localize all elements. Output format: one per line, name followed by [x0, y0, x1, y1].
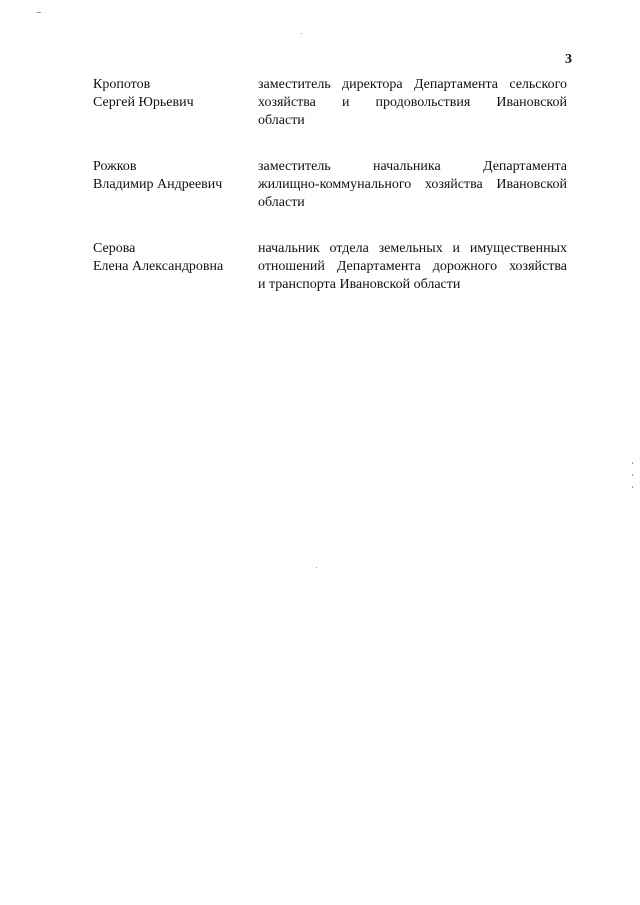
- member-entry: [93, 240, 567, 294]
- position-line: области: [258, 195, 305, 210]
- member-given-names: Владимир Андреевич: [93, 177, 223, 192]
- scan-artifact: [301, 33, 302, 34]
- position-line: заместитель начальника Департамента: [258, 159, 567, 174]
- member-entry: [93, 76, 567, 130]
- scan-artifact: [37, 12, 41, 13]
- member-name: [93, 240, 258, 276]
- member-position: [258, 158, 567, 212]
- position-line: отношений Департамента дорожного хозяйства: [258, 259, 567, 274]
- position-line: начальник отдела земельных и имущественных: [258, 241, 567, 256]
- scan-artifact: [316, 567, 317, 568]
- position-line: и транспорта Ивановской области: [258, 277, 461, 292]
- member-position: [258, 240, 567, 294]
- scan-artifact: [632, 474, 633, 476]
- member-name: [93, 76, 258, 112]
- position-line: жилищно-коммунального хозяйства Ивановской: [258, 177, 567, 192]
- scan-artifact: [632, 486, 633, 488]
- member-surname: Рожков: [93, 159, 137, 174]
- scan-artifact: [632, 462, 633, 464]
- member-surname: Серова: [93, 241, 136, 256]
- member-entry: [93, 158, 567, 212]
- position-line: заместитель директора Департамента сельского: [258, 77, 567, 92]
- member-surname: Кропотов: [93, 77, 151, 92]
- member-position: [258, 76, 567, 130]
- page-number: 3: [565, 52, 572, 67]
- position-line: области: [258, 113, 305, 128]
- position-line: хозяйства и продовольствия Ивановской: [258, 95, 567, 110]
- member-given-names: Елена Александровна: [93, 259, 224, 274]
- member-list: [93, 76, 567, 322]
- member-given-names: Сергей Юрьевич: [93, 95, 194, 110]
- member-name: [93, 158, 258, 194]
